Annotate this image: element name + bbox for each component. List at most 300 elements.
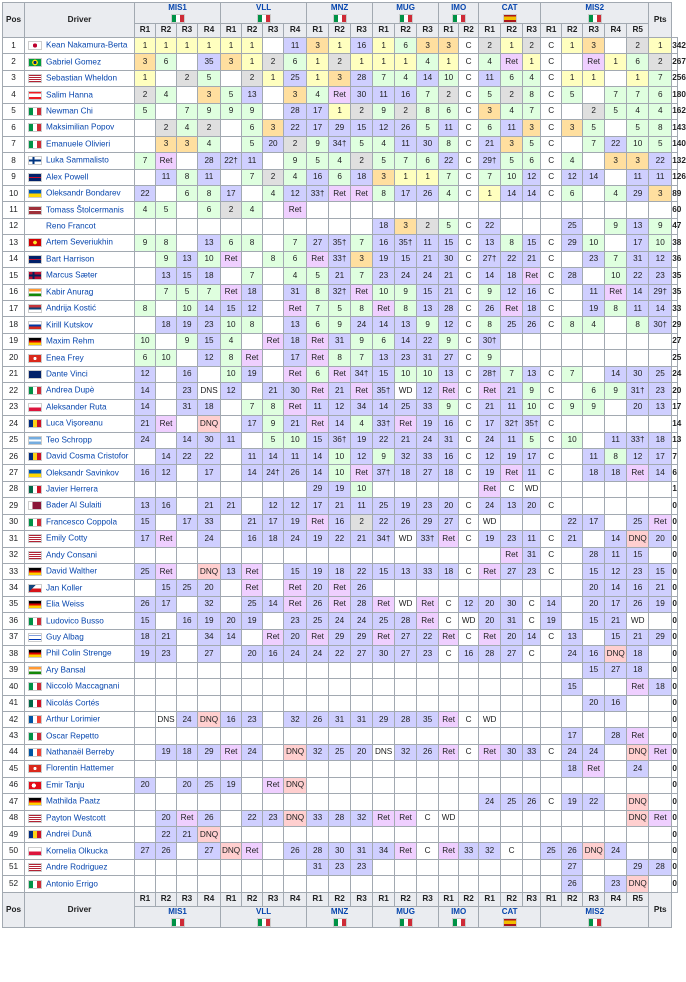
result-cell <box>177 646 198 662</box>
position-cell: 52 <box>3 876 25 892</box>
driver-name-link[interactable]: Salim Hanna <box>46 89 93 99</box>
result-cell: C <box>459 432 479 448</box>
result-cell: Ret <box>307 333 329 349</box>
driver-cell[interactable] <box>25 383 135 399</box>
result-cell: 21 <box>395 432 417 448</box>
italy-flag-icon <box>257 14 271 23</box>
result-cell <box>583 218 605 234</box>
driver-name-link[interactable]: Marcus Sæter <box>46 270 98 280</box>
result-cell: 26 <box>351 580 373 596</box>
driver-name-link[interactable]: Jan Koller <box>46 583 83 593</box>
result-cell: 19 <box>284 514 307 530</box>
result-cell: Ret <box>627 679 649 695</box>
driver-cell[interactable] <box>25 185 135 201</box>
result-cell: 24 <box>177 711 198 727</box>
result-cell <box>263 695 284 711</box>
driver-cell[interactable] <box>25 399 135 415</box>
result-cell: 8 <box>135 301 156 317</box>
result-cell <box>307 827 329 843</box>
result-cell <box>221 794 242 810</box>
driver-cell[interactable] <box>25 711 135 727</box>
driver-name-link[interactable]: Mathilda Paatz <box>46 796 101 806</box>
result-cell <box>583 679 605 695</box>
result-cell: 30 <box>417 136 439 152</box>
driver-name-link[interactable]: Emanuele Olivieri <box>46 139 111 149</box>
event-name[interactable]: MNZ <box>330 3 349 12</box>
result-cell: 31 <box>417 350 439 366</box>
result-cell: 9 <box>417 317 439 333</box>
result-cell: 25 <box>242 596 263 612</box>
round-header: R1 <box>541 24 562 38</box>
driver-name-link[interactable]: Oleksandr Savinkov <box>46 467 119 477</box>
driver-name-link[interactable]: Luka Sammalisto <box>46 155 109 165</box>
driver-name-link[interactable]: Emir Tanju <box>46 780 85 790</box>
driver-cell[interactable] <box>25 531 135 547</box>
result-cell: WD <box>395 531 417 547</box>
driver-cell[interactable] <box>25 251 135 267</box>
driver-name-link[interactable]: Niccolò Maccagnani <box>46 681 120 691</box>
result-cell <box>562 810 583 826</box>
result-cell: 23 <box>417 646 439 662</box>
driver-cell[interactable] <box>25 859 135 875</box>
driver-name-link[interactable]: Francesco Coppola <box>46 517 117 527</box>
result-cell <box>307 761 329 777</box>
points-cell: 0 <box>672 859 678 875</box>
round-header: R2 <box>562 892 583 906</box>
event-header-cat[interactable] <box>479 3 541 24</box>
result-cell: Ret <box>479 744 501 760</box>
points-cell: 0 <box>672 646 678 662</box>
driver-name-link[interactable]: Gabriel Gomez <box>46 57 102 67</box>
result-cell: 6 <box>307 317 329 333</box>
event-name[interactable]: VLL <box>256 906 272 916</box>
event-header-mug[interactable] <box>373 3 439 24</box>
italy-flag-icon <box>399 14 413 23</box>
result-cell <box>649 613 672 629</box>
country-flag-icon <box>28 863 42 872</box>
event-header-mis1[interactable] <box>135 3 221 24</box>
driver-cell[interactable] <box>25 481 135 497</box>
result-cell: 27 <box>501 646 523 662</box>
driver-cell[interactable] <box>25 301 135 317</box>
result-cell: 14 <box>649 301 672 317</box>
country-flag-icon <box>28 682 42 691</box>
driver-name-link[interactable]: Kabir Anurag <box>46 287 94 297</box>
driver-name-link[interactable]: Aleksander Ruta <box>46 402 107 412</box>
driver-name-link[interactable]: Elia Weiss <box>46 599 85 609</box>
driver-cell[interactable] <box>25 498 135 514</box>
result-cell <box>479 547 501 563</box>
result-cell <box>221 646 242 662</box>
driver-name-link[interactable]: Andy Consani <box>46 550 97 560</box>
result-cell <box>177 498 198 514</box>
event-header-mis2[interactable] <box>541 906 649 927</box>
position-cell: 3 <box>3 70 25 86</box>
event-header-vll[interactable] <box>221 3 307 24</box>
result-cell: C <box>459 416 479 432</box>
result-cell: 7 <box>177 103 198 119</box>
event-header-mug[interactable] <box>373 906 439 927</box>
driver-name-link[interactable]: Bart Harrison <box>46 254 95 264</box>
result-cell: 8 <box>221 350 242 366</box>
driver-name-link[interactable]: Guy Albag <box>46 632 84 642</box>
driver-name-link[interactable]: Luca Vişoreanu <box>46 418 103 428</box>
result-cell <box>562 498 583 514</box>
driver-cell[interactable] <box>25 416 135 432</box>
result-cell: 11 <box>583 448 605 464</box>
result-cell <box>135 695 156 711</box>
result-cell <box>221 514 242 530</box>
result-cell <box>177 465 198 481</box>
result-cell: C <box>541 251 562 267</box>
result-cell: DNS <box>373 744 395 760</box>
event-name[interactable]: VLL <box>256 3 272 12</box>
result-cell: 19 <box>135 646 156 662</box>
result-cell: 12 <box>627 448 649 464</box>
event-name[interactable]: IMO <box>451 906 467 916</box>
driver-name-link[interactable]: Nicolás Cortés <box>46 698 100 708</box>
result-cell: 18 <box>351 169 373 185</box>
result-cell <box>373 481 395 497</box>
result-cell: 10 <box>329 465 351 481</box>
driver-cell[interactable] <box>25 547 135 563</box>
result-cell: 23 <box>523 564 541 580</box>
result-cell: Ret <box>395 843 417 859</box>
result-cell: 7 <box>242 169 263 185</box>
result-cell: 15 <box>395 251 417 267</box>
driver-cell[interactable] <box>25 679 135 695</box>
result-cell <box>156 481 177 497</box>
driver-name-link[interactable]: Andre Rodriguez <box>46 862 108 872</box>
points-cell: 0 <box>672 876 678 892</box>
driver-cell[interactable] <box>25 54 135 70</box>
driver-name-link[interactable]: Maxim Rehm <box>46 336 95 346</box>
position-cell: 4 <box>3 87 25 103</box>
result-cell: 18 <box>284 333 307 349</box>
result-cell: 33† <box>373 416 395 432</box>
result-cell <box>417 728 439 744</box>
result-cell: 15 <box>583 564 605 580</box>
driver-cell[interactable] <box>25 202 135 218</box>
driver-name-link[interactable]: Nathanaël Berreby <box>46 747 115 757</box>
driver-cell[interactable] <box>25 744 135 760</box>
result-cell: 10 <box>439 70 459 86</box>
event-header-vll[interactable] <box>221 906 307 927</box>
driver-cell[interactable] <box>25 268 135 284</box>
driver-cell[interactable] <box>25 153 135 169</box>
driver-cell[interactable] <box>25 70 135 86</box>
table-row <box>3 646 678 662</box>
driver-cell[interactable] <box>25 794 135 810</box>
result-cell <box>156 613 177 629</box>
event-name[interactable]: MIS2 <box>585 906 605 916</box>
result-cell <box>562 202 583 218</box>
driver-cell[interactable] <box>25 169 135 185</box>
result-cell <box>221 596 242 612</box>
result-cell: DNQ <box>198 416 221 432</box>
result-cell <box>649 711 672 727</box>
driver-cell[interactable] <box>25 580 135 596</box>
result-cell: 19 <box>395 498 417 514</box>
driver-cell[interactable] <box>25 662 135 678</box>
event-name[interactable]: MNZ <box>330 906 349 916</box>
result-cell: 21 <box>649 580 672 596</box>
driver-cell[interactable] <box>25 235 135 251</box>
result-cell <box>649 843 672 859</box>
driver-cell[interactable] <box>25 843 135 859</box>
result-cell <box>649 777 672 793</box>
country-flag-icon <box>28 173 42 182</box>
driver-name-link[interactable]: Oleksandr Bondarev <box>46 188 121 198</box>
driver-name-link[interactable]: Kean Nakamura-Berta <box>46 40 128 50</box>
result-cell: Ret <box>307 251 329 267</box>
event-name[interactable]: IMO <box>451 3 467 12</box>
result-cell <box>156 432 177 448</box>
result-cell: 35† <box>373 383 395 399</box>
driver-name-link[interactable]: Artem Severiukhin <box>46 237 113 247</box>
driver-name-link[interactable]: Payton Westcott <box>46 813 106 823</box>
result-cell: 17 <box>583 514 605 530</box>
result-cell <box>459 202 479 218</box>
driver-cell[interactable] <box>25 465 135 481</box>
driver-name-link[interactable]: David Walther <box>46 566 98 576</box>
driver-name-link[interactable]: Newman Chi <box>46 106 93 116</box>
driver-cell[interactable] <box>25 827 135 843</box>
driver-cell[interactable] <box>25 103 135 119</box>
result-cell: 7 <box>605 87 627 103</box>
driver-name-link[interactable]: Dante Vinci <box>46 369 88 379</box>
event-header-imo[interactable] <box>439 3 479 24</box>
driver-cell[interactable] <box>25 613 135 629</box>
driver-name-link[interactable]: Bader Al Sulaiti <box>46 500 102 510</box>
driver-name-link[interactable]: Kornelia Olkucka <box>46 846 108 856</box>
driver-cell[interactable] <box>25 777 135 793</box>
driver-name-link[interactable]: Florentin Hattemer <box>46 763 114 773</box>
driver-cell[interactable] <box>25 629 135 645</box>
driver-name-link[interactable]: Alex Powell <box>46 172 89 182</box>
result-cell <box>198 679 221 695</box>
driver-name-link[interactable]: Andrija Kostić <box>46 303 97 313</box>
driver-name-link[interactable]: Antonio Errigo <box>46 878 98 888</box>
result-cell <box>156 103 177 119</box>
result-cell: 12 <box>562 169 583 185</box>
driver-cell[interactable] <box>25 38 135 54</box>
driver-cell[interactable] <box>25 218 135 234</box>
result-cell <box>479 662 501 678</box>
position-cell: 51 <box>3 859 25 875</box>
result-cell: 7 <box>351 268 373 284</box>
result-cell <box>459 547 479 563</box>
result-cell: 8 <box>649 120 672 136</box>
driver-name-link[interactable]: Tomass Štolcermanis <box>46 204 124 214</box>
result-cell: 29 <box>373 711 395 727</box>
result-cell: 22 <box>627 268 649 284</box>
result-cell <box>351 547 373 563</box>
result-cell: C <box>417 843 439 859</box>
event-header-mnz[interactable] <box>307 3 373 24</box>
driver-name-link[interactable]: Enea Frey <box>46 352 84 362</box>
driver-name-link[interactable]: Reno Francot <box>46 221 96 231</box>
result-cell: 22 <box>562 514 583 530</box>
driver-name-link[interactable]: Andrei Dună <box>46 829 92 839</box>
country-flag-icon <box>28 337 42 346</box>
result-cell: 12 <box>605 564 627 580</box>
driver-cell[interactable] <box>25 120 135 136</box>
event-header-mis2[interactable] <box>541 3 649 24</box>
driver-name-link[interactable]: Phil Colin Strenge <box>46 648 112 658</box>
result-cell: 7 <box>562 366 583 382</box>
table-row <box>3 596 678 612</box>
points-cell: 0 <box>672 843 678 859</box>
result-cell <box>307 679 329 695</box>
driver-cell[interactable] <box>25 136 135 152</box>
driver-name-link[interactable]: David Cosma Cristofor <box>46 451 129 461</box>
driver-cell[interactable] <box>25 514 135 530</box>
result-cell: 23 <box>627 564 649 580</box>
event-header-imo[interactable] <box>439 906 479 927</box>
event-name[interactable]: CAT <box>501 906 518 916</box>
result-cell: Ret <box>156 531 177 547</box>
driver-cell[interactable] <box>25 448 135 464</box>
result-cell <box>562 136 583 152</box>
table-row <box>3 777 678 793</box>
event-header-cat[interactable] <box>479 906 541 927</box>
result-cell <box>242 251 263 267</box>
result-cell: 32 <box>395 744 417 760</box>
driver-cell[interactable] <box>25 728 135 744</box>
result-cell: 14 <box>501 185 523 201</box>
result-cell: DNS <box>156 711 177 727</box>
result-cell <box>562 564 583 580</box>
driver-name-link[interactable]: Oscar Repetto <box>46 730 99 740</box>
driver-name-link[interactable]: Emily Cotty <box>46 533 88 543</box>
result-cell: 19 <box>351 432 373 448</box>
result-cell <box>156 547 177 563</box>
result-cell: 10 <box>135 333 156 349</box>
result-cell <box>562 448 583 464</box>
result-cell <box>605 810 627 826</box>
driver-name-link[interactable]: Sebastian Wheldon <box>46 73 118 83</box>
result-cell: 32 <box>395 448 417 464</box>
driver-cell[interactable] <box>25 333 135 349</box>
result-cell: C <box>459 448 479 464</box>
result-cell <box>583 859 605 875</box>
result-cell: 26 <box>135 596 156 612</box>
result-cell: 28 <box>351 596 373 612</box>
driver-name-link[interactable]: Teo Schropp <box>46 435 92 445</box>
driver-cell[interactable] <box>25 596 135 612</box>
driver-cell[interactable] <box>25 761 135 777</box>
driver-cell[interactable] <box>25 284 135 300</box>
driver-name-link[interactable]: Kirill Kutskov <box>46 320 93 330</box>
result-cell <box>156 333 177 349</box>
driver-cell[interactable] <box>25 317 135 333</box>
driver-cell[interactable] <box>25 366 135 382</box>
table-row <box>3 416 678 432</box>
result-cell: C <box>541 629 562 645</box>
round-header: R2 <box>562 24 583 38</box>
driver-cell[interactable] <box>25 695 135 711</box>
event-name[interactable]: MIS1 <box>168 906 187 916</box>
result-cell <box>242 432 263 448</box>
result-cell: 6 <box>562 185 583 201</box>
result-cell <box>156 761 177 777</box>
event-name[interactable]: CAT <box>501 3 518 12</box>
driver-cell[interactable] <box>25 876 135 892</box>
country-flag-icon <box>28 600 42 609</box>
result-cell: 33 <box>198 514 221 530</box>
result-cell: 10 <box>351 481 373 497</box>
result-cell: 24 <box>417 432 439 448</box>
country-flag-icon <box>28 617 42 626</box>
result-cell: 17 <box>242 416 263 432</box>
event-header-mis1[interactable] <box>135 906 221 927</box>
driver-cell[interactable] <box>25 87 135 103</box>
driver-name-link[interactable]: Ary Bansal <box>46 665 86 675</box>
result-cell: 7 <box>242 399 263 415</box>
driver-cell[interactable] <box>25 646 135 662</box>
result-cell: 11 <box>501 432 523 448</box>
result-cell: 1 <box>395 169 417 185</box>
result-cell: DNQ <box>627 744 649 760</box>
result-cell <box>649 333 672 349</box>
event-name[interactable]: MIS1 <box>168 3 187 12</box>
result-cell: 20 <box>307 580 329 596</box>
result-cell: 22 <box>329 646 351 662</box>
result-cell <box>307 794 329 810</box>
driver-cell[interactable] <box>25 350 135 366</box>
result-cell: 6 <box>177 185 198 201</box>
driver-name-link[interactable]: Andrea Dupè <box>46 385 95 395</box>
driver-name-link[interactable]: Ludovico Busso <box>46 615 104 625</box>
event-name[interactable]: MIS2 <box>585 3 605 12</box>
position-cell: 40 <box>3 679 25 695</box>
points-cell: 0 <box>672 679 678 695</box>
table-row <box>3 350 678 366</box>
driver-cell[interactable] <box>25 564 135 580</box>
round-header: R2 <box>329 24 351 38</box>
result-cell: 21 <box>605 613 627 629</box>
country-flag-icon <box>28 58 42 67</box>
driver-cell[interactable] <box>25 432 135 448</box>
result-cell: C <box>459 268 479 284</box>
result-cell: 18 <box>263 531 284 547</box>
result-cell <box>605 777 627 793</box>
result-cell <box>242 761 263 777</box>
event-name[interactable]: MUG <box>396 3 415 12</box>
driver-name-link[interactable]: Javier Herrera <box>46 484 98 494</box>
driver-name-link[interactable]: Arthur Lorimier <box>46 714 101 724</box>
result-cell <box>373 547 395 563</box>
result-cell: 19 <box>242 366 263 382</box>
result-cell: C <box>541 268 562 284</box>
result-cell <box>135 481 156 497</box>
result-cell <box>221 761 242 777</box>
round-header: R2 <box>156 24 177 38</box>
result-cell: 18 <box>605 465 627 481</box>
result-cell: 8 <box>627 317 649 333</box>
driver-name-link[interactable]: Maksimilian Popov <box>46 122 115 132</box>
driver-cell[interactable] <box>25 810 135 826</box>
result-cell <box>135 711 156 727</box>
result-cell: Ret <box>479 629 501 645</box>
table-row <box>3 448 678 464</box>
result-cell <box>242 333 263 349</box>
event-header-mnz[interactable] <box>307 906 373 927</box>
result-cell: 7 <box>351 235 373 251</box>
result-cell <box>439 202 459 218</box>
event-name[interactable]: MUG <box>396 906 415 916</box>
